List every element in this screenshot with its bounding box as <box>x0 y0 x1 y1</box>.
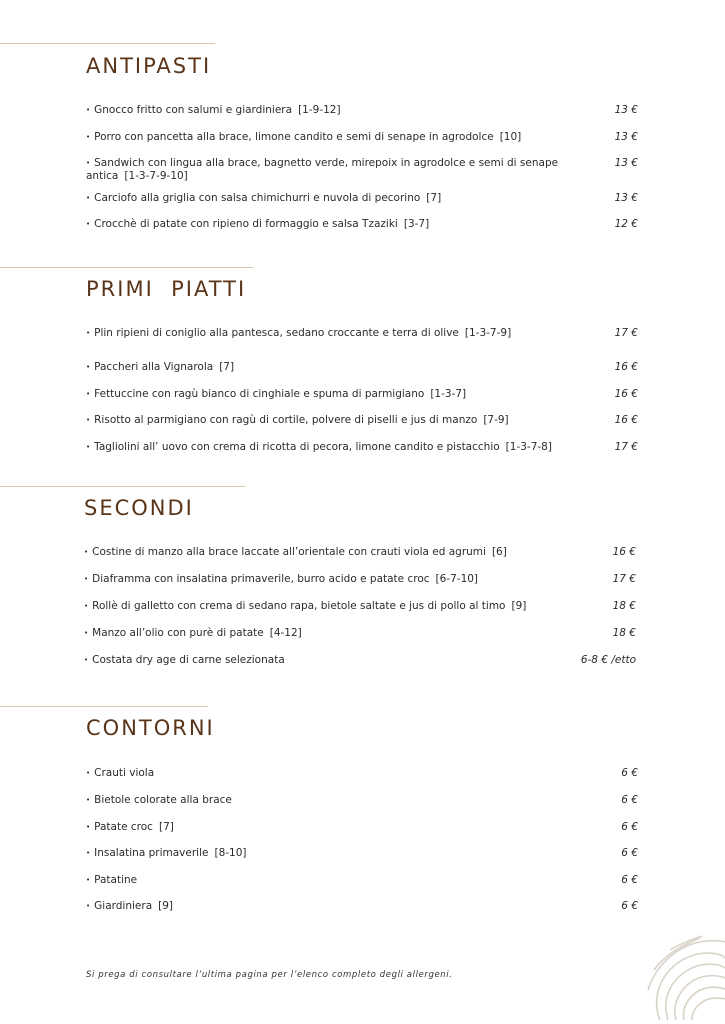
dish-price: 16 € <box>614 361 638 373</box>
menu-item <box>86 327 638 355</box>
dish-description <box>86 900 564 913</box>
dish-allergens: [1-9-12] <box>298 104 341 116</box>
dish-description <box>86 821 564 834</box>
dish-name: Patate croc <box>94 821 153 833</box>
dish-price: 6 € <box>621 847 638 859</box>
menu-item <box>86 767 638 795</box>
menu-item <box>86 414 638 442</box>
bullet-icon: • <box>86 823 91 831</box>
bullet-icon: • <box>86 769 91 777</box>
menu-item <box>86 192 638 220</box>
dish-price: 6 € <box>621 794 638 806</box>
dish-allergens: [6] <box>491 546 507 558</box>
dish-description <box>86 131 564 144</box>
menu-item <box>86 821 638 849</box>
dish-price: 13 € <box>614 192 638 204</box>
menu-item <box>86 131 638 159</box>
dish-description <box>84 654 562 667</box>
dish-description <box>84 573 562 586</box>
dish-name: Porro con pancetta alla brace, limone candito e semi di senape in agrodolce <box>94 131 494 143</box>
section-title: SECONDI <box>84 496 194 520</box>
menu-item <box>86 847 638 875</box>
dish-price: 6-8 € /etto <box>580 654 636 666</box>
menu-item <box>86 218 638 246</box>
menu-item <box>86 157 638 185</box>
allergen-note: Si prega di consultare l’ultima pagina per l’elenco completo degli allergeni. <box>86 970 453 980</box>
bullet-icon: • <box>84 602 89 610</box>
bullet-icon: • <box>86 363 91 371</box>
dish-allergens: [1-3-7-8] <box>505 441 552 453</box>
section-divider <box>0 267 253 268</box>
dish-description <box>86 874 564 887</box>
dish-description <box>86 327 564 340</box>
bullet-icon: • <box>86 443 91 451</box>
dish-name: Rollè di galletto con crema di sedano rapa, bietole saltate e jus di pollo al timo <box>92 600 506 612</box>
dish-name: Crocchè di patate con ripieno di formaggio e salsa Tzaziki <box>94 218 398 230</box>
dish-description <box>86 388 564 401</box>
dish-price: 18 € <box>612 600 636 612</box>
dish-name: Gnocco fritto con salumi e giardiniera <box>94 104 293 116</box>
dish-name: Diaframma con insalatina primaverile, burro acido e patate croc <box>92 573 430 585</box>
menu-item <box>84 600 636 628</box>
dish-name: Costine di manzo alla brace laccate all’orientale con crauti viola ed agrumi <box>92 546 486 558</box>
bullet-icon: • <box>86 194 91 202</box>
menu-item <box>86 361 638 389</box>
menu-item <box>86 794 638 822</box>
bullet-icon: • <box>86 849 91 857</box>
dish-description <box>86 218 564 231</box>
menu-item <box>86 441 638 469</box>
dish-allergens: [7] <box>219 361 235 373</box>
bullet-icon: • <box>86 329 91 337</box>
dish-name: Crauti viola <box>94 767 155 779</box>
bullet-icon: • <box>84 575 89 583</box>
decorative-shell-icon <box>640 930 725 1024</box>
dish-description <box>86 794 564 807</box>
menu-item <box>86 104 638 132</box>
menu-item <box>84 654 636 682</box>
dish-allergens: [4-12] <box>269 627 302 639</box>
dish-allergens: [9] <box>511 600 527 612</box>
dish-description <box>86 192 564 205</box>
dish-name: Costata dry age di carne selezionata <box>92 654 285 666</box>
bullet-icon: • <box>86 159 91 167</box>
dish-price: 16 € <box>614 388 638 400</box>
dish-price: 12 € <box>614 218 638 230</box>
menu-item <box>86 900 638 928</box>
dish-allergens: [3-7] <box>403 218 430 230</box>
dish-price: 6 € <box>621 821 638 833</box>
dish-price: 17 € <box>614 327 638 339</box>
section-title: CONTORNI <box>86 716 215 740</box>
dish-price: 13 € <box>614 104 638 116</box>
dish-name: Carciofo alla griglia con salsa chimichurri e nuvola di pecorino <box>94 192 421 204</box>
dish-description <box>86 157 564 183</box>
dish-name: Sandwich con lingua alla brace, bagnetto verde, mirepoix in agrodolce e semi di senape antica <box>86 157 559 182</box>
dish-allergens: [10] <box>499 131 522 143</box>
dish-allergens: [7] <box>426 192 442 204</box>
dish-description <box>84 600 562 613</box>
section-title: PRIMI PIATTI <box>86 277 247 301</box>
dish-price: 13 € <box>614 157 638 169</box>
dish-description <box>84 627 562 640</box>
dish-description <box>86 847 564 860</box>
dish-allergens: [1-3-7-9] <box>464 327 512 339</box>
dish-name: Paccheri alla Vignarola <box>94 361 214 373</box>
dish-price: 6 € <box>621 900 638 912</box>
dish-allergens: [1-3-7-9-10] <box>124 170 188 182</box>
dish-name: Tagliolini all’ uovo con crema di ricotta di pecora, limone candito e pistacchio <box>94 441 500 453</box>
dish-allergens: [1-3-7] <box>430 388 467 400</box>
dish-price: 17 € <box>612 573 636 585</box>
bullet-icon: • <box>86 106 91 114</box>
dish-allergens: [7-9] <box>483 414 509 426</box>
dish-allergens: [7] <box>158 821 174 833</box>
dish-price: 13 € <box>614 131 638 143</box>
bullet-icon: • <box>84 656 89 664</box>
bullet-icon: • <box>84 629 89 637</box>
dish-allergens: [6-7-10] <box>435 573 479 585</box>
dish-price: 6 € <box>621 767 638 779</box>
dish-allergens: [8-10] <box>214 847 247 859</box>
bullet-icon: • <box>86 876 91 884</box>
dish-description <box>86 441 564 454</box>
dish-price: 16 € <box>614 414 638 426</box>
dish-name: Risotto al parmigiano con ragù di cortile, polvere di piselli e jus di manzo <box>94 414 478 426</box>
bullet-icon: • <box>86 220 91 228</box>
bullet-icon: • <box>84 548 89 556</box>
dish-name: Manzo all’olio con purè di patate <box>92 627 264 639</box>
dish-description <box>86 104 564 117</box>
dish-description <box>84 546 562 559</box>
dish-name: Bietole colorate alla brace <box>94 794 232 806</box>
dish-name: Plin ripieni di coniglio alla pantesca, sedano croccante e terra di olive <box>94 327 459 339</box>
dish-price: 6 € <box>621 874 638 886</box>
section-title: ANTIPASTI <box>86 54 212 78</box>
bullet-icon: • <box>86 902 91 910</box>
section-divider <box>0 706 208 707</box>
dish-name: Giardiniera <box>94 900 153 912</box>
dish-price: 18 € <box>612 627 636 639</box>
dish-name: Patatine <box>94 874 138 886</box>
menu-item <box>84 627 636 655</box>
menu-item <box>84 546 636 574</box>
dish-description <box>86 361 564 374</box>
dish-allergens: [9] <box>158 900 174 912</box>
dish-price: 16 € <box>612 546 636 558</box>
section-divider <box>0 486 245 487</box>
dish-price: 17 € <box>614 441 638 453</box>
bullet-icon: • <box>86 133 91 141</box>
menu-item <box>86 874 638 902</box>
menu-item <box>86 388 638 416</box>
dish-name: Insalatina primaverile <box>94 847 209 859</box>
dish-name: Fettuccine con ragù bianco di cinghiale e spuma di parmigiano <box>94 388 425 400</box>
bullet-icon: • <box>86 390 91 398</box>
section-divider <box>0 43 215 44</box>
dish-description <box>86 414 564 427</box>
menu-item <box>84 573 636 601</box>
dish-description <box>86 767 564 780</box>
bullet-icon: • <box>86 416 91 424</box>
bullet-icon: • <box>86 796 91 804</box>
